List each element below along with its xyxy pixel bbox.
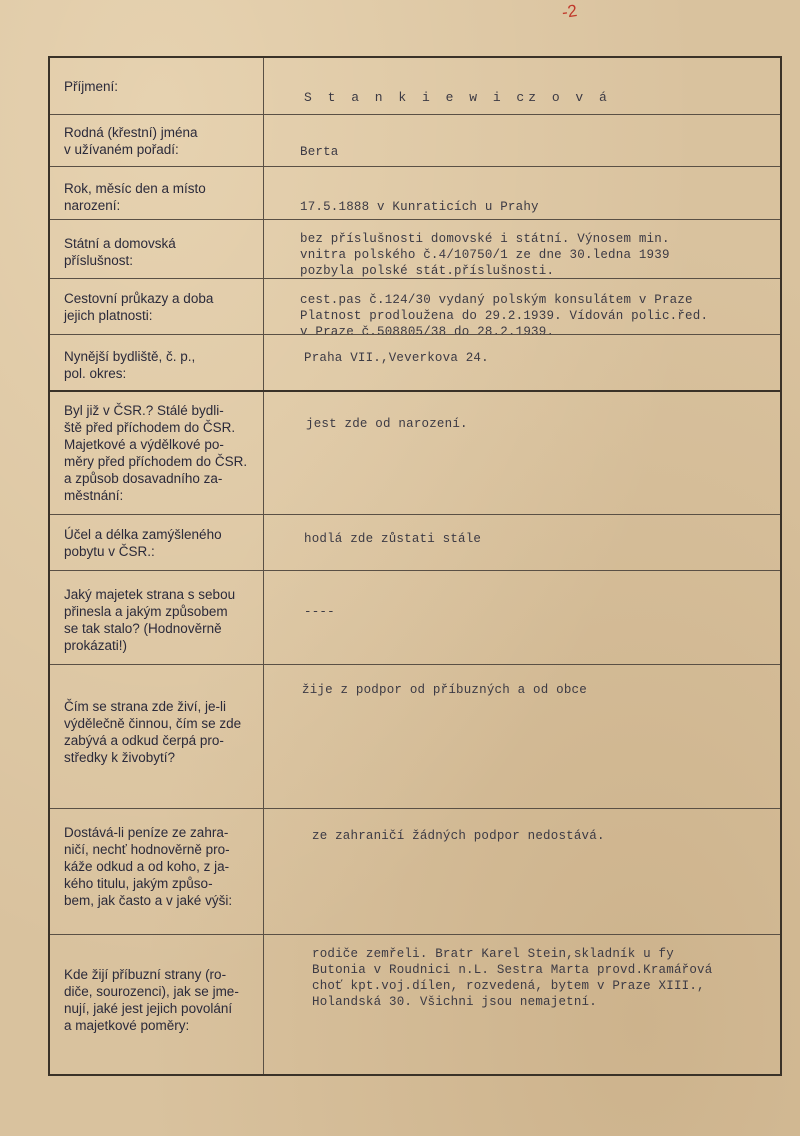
row-property	[50, 570, 780, 664]
row-surname	[50, 58, 780, 114]
row-passport	[50, 278, 780, 339]
row-given-names	[50, 114, 780, 166]
label-given-names: Rodná (křestní) jména v užívaném pořadí:	[64, 125, 198, 157]
value-given-names: Berta	[300, 145, 339, 159]
value-property: ----	[304, 605, 335, 619]
value-residence: Praha VII.,Veverkova 24.	[304, 351, 489, 365]
value-livelihood: žije z podpor od příbuzných a od obce	[302, 683, 587, 697]
label-citizenship: Státní a domovská příslušnost:	[64, 236, 176, 268]
row-stay-purpose	[50, 514, 780, 570]
label-previous-residence: Byl již v ČSR.? Stálé bydli- ště před příchodem do ČSR. Majetkové a výdělkové po- měry před příchodem do ČSR. a způsob dosavadního za- městnání:	[64, 403, 248, 503]
value-previous-residence: jest zde od narození.	[306, 417, 468, 431]
label-birth: Rok, měsíc den a místo narození:	[64, 181, 206, 213]
row-birth	[50, 166, 780, 219]
value-surname: S t a n k i e w i cz o v á	[304, 90, 611, 105]
label-passport: Cestovní průkazy a doba jejich platnosti:	[64, 291, 214, 323]
label-livelihood: Čím se strana zde živí, je-li výdělečně činnou, čím se zde zabývá a odkud čerpá pro- středky k živobytí?	[64, 699, 242, 765]
value-passport: cest.pas č.124/30 vydaný polským konsulátem v Praze Platnost prodloužena do 29.2.1939. Vídován polic.řed. v Praze č.508805/38 do 28.2.1939.	[300, 293, 709, 339]
value-birth: 17.5.1888 v Kunraticích u Prahy	[300, 200, 539, 214]
row-citizenship	[50, 219, 780, 278]
label-relatives: Kde žijí příbuzní strany (ro- diče, sourozenci), jak se jme- nují, jaké jest jejich povolání a majetkové poměry:	[64, 967, 239, 1033]
value-relatives: rodiče zemřeli. Bratr Karel Stein,skladník u fy Butonia v Roudnici n.L. Sestra Marta provd.Kramářová choť kpt.voj.dílen, rozvedená, bytem v Praze XIII., Holandská 30. Všichni jsou nemajetní.	[312, 947, 713, 1009]
label-property: Jaký majetek strana s sebou přinesla a jakým způsobem se tak stalo? (Hodnověrně prokázati!)	[64, 587, 236, 653]
corner-mark: -2	[560, 1, 579, 22]
label-stay-purpose: Účel a délka zamýšleného pobytu v ČSR.:	[64, 527, 222, 559]
label-foreign-money: Dostává-li peníze ze zahra- ničí, nechť hodnověrně pro- káže odkud a od koho, z ja- kého titulu, jakým způso- bem, jak často a v jaké výši:	[64, 825, 233, 908]
row-residence	[50, 334, 780, 390]
value-stay-purpose: hodlá zde zůstati stále	[304, 532, 482, 546]
row-previous-residence	[50, 390, 780, 514]
label-surname: Příjmení:	[64, 79, 119, 94]
value-foreign-money: ze zahraničí žádných podpor nedostává.	[312, 829, 605, 843]
row-livelihood	[50, 664, 780, 808]
row-foreign-money	[50, 808, 780, 934]
row-relatives	[50, 934, 780, 1074]
label-residence: Nynější bydliště, č. p., pol. okres:	[64, 349, 196, 381]
registration-form	[48, 56, 782, 1076]
value-citizenship: bez příslušnosti domovské i státní. Výnosem min. vnitra polského č.4/10750/1 ze dne 30.ledna 1939 pozbyla polské stát.příslušnosti.	[300, 232, 670, 278]
